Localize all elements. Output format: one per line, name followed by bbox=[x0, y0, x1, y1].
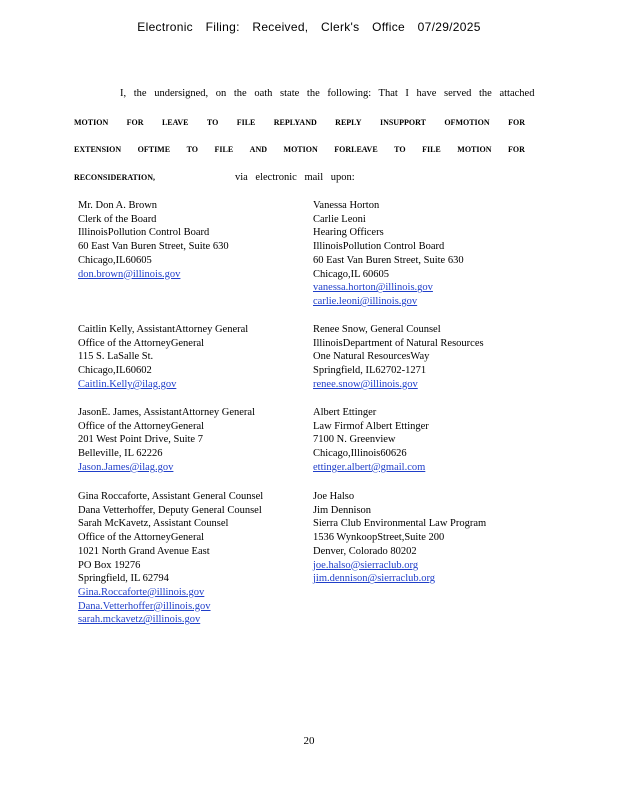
address-line: Office of the AttorneyGeneral bbox=[78, 532, 205, 544]
email-link[interactable]: renee.snow@illinois.gov bbox=[313, 378, 418, 390]
title-word: REPLY bbox=[335, 118, 362, 127]
title-word: MOTION bbox=[457, 145, 492, 154]
title-word: TO bbox=[394, 145, 406, 154]
address-line: Law Firmof Albert Ettinger bbox=[313, 420, 429, 432]
address-line: Belleville, IL 62226 bbox=[78, 448, 163, 460]
address-line: Springfield, IL62702-1271 bbox=[313, 365, 427, 377]
document-title-end: RECONSIDERATION, bbox=[74, 173, 155, 182]
email-link[interactable]: don.brown@illinois.gov bbox=[78, 268, 181, 280]
address-line: Chicago,IL 60605 bbox=[313, 268, 390, 280]
address-line: 1536 WynkoopStreet,Suite 200 bbox=[313, 532, 445, 544]
title-word: MOTION bbox=[283, 145, 318, 154]
recipient-block bbox=[78, 323, 248, 392]
address-line: Gina Roccaforte, Assistant General Counsel bbox=[78, 491, 264, 502]
address-line: Sarah McKavetz, Assistant Counsel bbox=[78, 518, 229, 530]
email-link[interactable]: Gina.Roccaforte@illinois.gov bbox=[78, 586, 205, 598]
address-line: IllinoisDepartment of Natural Resources bbox=[313, 337, 484, 349]
title-word: FILE bbox=[214, 145, 234, 154]
address-line: Caitlin Kelly, AssistantAttorney General bbox=[78, 324, 249, 335]
address-line: JasonE. James, AssistantAttorney General bbox=[78, 407, 256, 418]
email-link[interactable]: joe.halso@sierraclub.org bbox=[313, 559, 419, 571]
address-line: Hearing Officers bbox=[313, 227, 384, 239]
title-word: FOR bbox=[508, 145, 525, 154]
address-line: 60 East Van Buren Street, Suite 630 bbox=[78, 241, 229, 253]
page-number: 20 bbox=[303, 735, 315, 747]
title-word: TO bbox=[186, 145, 198, 154]
oath-statement: I, the undersigned, on the oath state the following: That I have served the attached bbox=[120, 88, 535, 99]
email-link[interactable]: ettinger.albert@gmail.com bbox=[313, 461, 426, 473]
address-line: Chicago,IL60602 bbox=[78, 365, 152, 377]
address-line: Albert Ettinger bbox=[313, 407, 377, 418]
address-line: IllinoisPollution Control Board bbox=[313, 241, 445, 253]
title-word: FILE bbox=[236, 118, 256, 127]
email-link[interactable]: vanessa.horton@illinois.gov bbox=[313, 282, 433, 294]
email-link[interactable]: jim.dennison@sierraclub.org bbox=[313, 573, 436, 585]
address-line: Carlie Leoni bbox=[313, 213, 366, 225]
email-link[interactable]: Caitlin.Kelly@ilag.gov bbox=[78, 378, 177, 390]
service-method: via electronic mail upon: bbox=[234, 172, 355, 183]
title-word: REPLYAND bbox=[273, 118, 317, 127]
address-line: One Natural ResourcesWay bbox=[313, 351, 430, 363]
address-line: Sierra Club Environmental Law Program bbox=[313, 518, 487, 530]
address-line: PO Box 19276 bbox=[78, 559, 141, 571]
address-line: IllinoisPollution Control Board bbox=[78, 227, 210, 239]
document-title-line-1 bbox=[74, 118, 525, 127]
title-word: OFTIME bbox=[137, 145, 171, 154]
address-line: 60 East Van Buren Street, Suite 630 bbox=[313, 254, 464, 266]
address-line: Vanessa Horton bbox=[313, 200, 380, 211]
recipient-block bbox=[313, 406, 429, 475]
email-link[interactable]: carlie.leoni@illinois.gov bbox=[313, 295, 418, 307]
recipient-block bbox=[78, 199, 229, 281]
email-link[interactable]: Jason.James@ilag.gov bbox=[78, 461, 174, 473]
title-word: AND bbox=[249, 145, 268, 154]
document-title-line-3 bbox=[74, 172, 355, 183]
recipient-block bbox=[78, 490, 263, 627]
address-line: Joe Halso bbox=[313, 491, 355, 502]
title-word: FOR bbox=[126, 118, 144, 127]
title-word: FILE bbox=[422, 145, 441, 154]
title-word: EXTENSION bbox=[74, 145, 122, 154]
address-line: 7100 N. Greenview bbox=[313, 434, 396, 446]
electronic-filing-header: Electronic Filing: Received, Clerk's Office 07/29/2025 bbox=[137, 20, 481, 34]
address-line: 115 S. LaSalle St. bbox=[78, 351, 154, 363]
email-link[interactable]: sarah.mckavetz@illinois.gov bbox=[78, 614, 201, 626]
title-word: FOR bbox=[508, 118, 525, 127]
address-line: Office of the AttorneyGeneral bbox=[78, 337, 205, 349]
address-line: Denver, Colorado 80202 bbox=[313, 545, 417, 557]
address-line: 1021 North Grand Avenue East bbox=[78, 545, 210, 557]
address-line: Dana Vetterhoffer, Deputy General Counsel bbox=[78, 504, 262, 516]
recipient-block bbox=[313, 323, 484, 392]
recipient-block bbox=[78, 406, 255, 475]
recipient-block bbox=[313, 490, 486, 586]
document-title-line-2 bbox=[74, 145, 525, 154]
title-word: INSUPPORT bbox=[379, 118, 426, 127]
title-word: OFMOTION bbox=[444, 118, 490, 127]
address-line: Renee Snow, General Counsel bbox=[313, 324, 441, 335]
address-line: Jim Dennison bbox=[313, 504, 372, 516]
address-line: Mr. Don A. Brown bbox=[78, 200, 158, 211]
address-line: Office of the AttorneyGeneral bbox=[78, 420, 205, 432]
recipient-block bbox=[313, 199, 464, 309]
address-line: Chicago,IL60605 bbox=[78, 254, 152, 266]
email-link[interactable]: Dana.Vetterhoffer@illinois.gov bbox=[78, 600, 211, 612]
address-line: 201 West Point Drive, Suite 7 bbox=[78, 434, 203, 446]
title-word: MOTION bbox=[74, 118, 109, 127]
address-line: Springfield, IL 62794 bbox=[78, 573, 169, 585]
title-word: FORLEAVE bbox=[334, 145, 378, 154]
title-word: TO bbox=[206, 118, 219, 127]
address-line: Clerk of the Board bbox=[78, 213, 157, 225]
address-line: Chicago,Illinois60626 bbox=[313, 448, 407, 460]
title-word: LEAVE bbox=[161, 118, 189, 127]
